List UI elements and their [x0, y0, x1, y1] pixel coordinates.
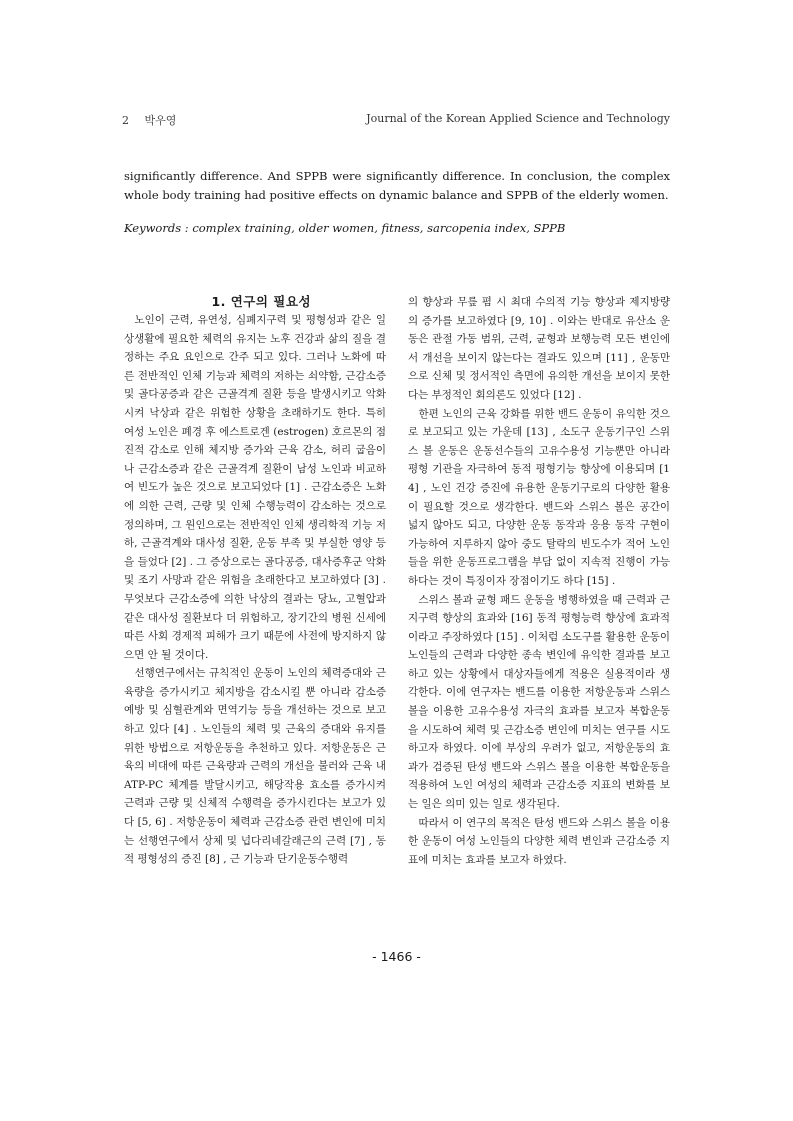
- header-page-number: 2: [122, 114, 129, 127]
- header-left: [122, 112, 176, 128]
- page-number: - 1466 -: [372, 949, 421, 964]
- left-paragraph-2: 선행연구에서는 규칙적인 운동이 노인의 체력증대와 근육량을 증가시키고 체지방을 감소시킬 뿐 아니라 감소증 예방 및 심혈관계와 면역기능 등을 개선하는 것으로 보고하고 있다 [4] . 노인들의 체력 및 근육의 증대와 유지를 위한 방법으로 저항운동을 추천하고 있다. 저항운동은 근육의 비대에 따른 근육량과 근력의 개선을 불러와 근육 내 ATP-PC 체계를 발달시키고, 해당작용 효소를 증가시켜 근력과 근량 및 신체적 수행력을 증가시킨다는 보고가 있다 [5, 6] . 저항운동이 체력과 근감소증 관련 변인에 미치는 선행연구에서 상체 및 넙다리네갈래근의 근력 [7] , 동적 평형성의 증진 [8] , 근 기능과 단기운동수행력: [124, 667, 386, 866]
- section-title: 1. 연구의 필요성: [211, 294, 312, 309]
- right-paragraph-2: 한편 노인의 근육 강화를 위한 밴드 운동이 유익한 것으로 보고되고 있는 가운데 [13] , 소도구 운동기구인 스위스 볼 운동은 운동선수들의 고유수용성 기능뿐만 아니라 평형 기관을 자극하여 동적 평형기능 향상에 이용되며 [14] , 노인 건강 증진에 유용한 운동기구로의 다양한 활용이 필요할 것으로 생각한다. 밴드와 스위스 볼은 공간이 넓지 않아도 되고, 다양한 운동 동작과 응용 동작 구현이 가능하여 지루하지 않아 중도 탈락의 빈도수가 적어 노인들을 위한 운동프로그램을 부담 없이 지속적 진행이 가능하다는 것이 특징이자 장점이기도 하다 [15] .: [408, 407, 670, 587]
- keywords-text: complex training, older women, fitness, sarcopenia index, SPPB: [192, 221, 566, 235]
- left-column: [124, 293, 386, 869]
- header-journal-title: Journal of the Korean Applied Science and Technology: [366, 112, 670, 125]
- header-author: 박우영: [144, 114, 177, 127]
- left-paragraph-1: 노인이 근력, 유연성, 심폐지구력 및 평형성과 같은 일상생활에 필요한 체력의 유지는 노후 건강과 삶의 질을 결정하는 주요 요인으로 간주 되고 있다. 그러나 노화에 따른 전반적인 인체 기능과 체력의 저하는 쇠약함, 근감소증 및 골다공증과 같은 근골격계 질환 등을 발생시키고 악화시켜 낙상과 같은 위험한 상황을 초래하기도 한다. 특히 여성 노인은 폐경 후 에스트로겐 (estrogen) 호르몬의 점진적 감소로 인해 체지방 증가와 근육 감소, 허리 굽음이나 근감소증과 같은 근골격계 질환이 남성 노인과 비교하여 빈도가 높은 것으로 보고되었다 [1] . 근감소증은 노화에 의한 근력, 근량 및 인체 수행능력이 감소하는 것으로 정의하며, 그 원인으로는 전반적인 인체 생리학적 기능 저하, 근골격계와 대사성 질환, 운동 부족 및 부실한 영양 등을 들었다 [2] . 그 증상으로는 골다공증, 대사증후군 악화 및 조기 사망과 같은 위험을 초래한다고 보고하였다 [3] . 무엇보다 근감소증에 의한 낙상의 결과는 당뇨, 고혈압과 같은 대사성 질환보다 더 위험하고, 장기간의 병원 신세에 따른 사회 경제적 피해가 크기 때문에 사전에 방지하지 않으면 안 될 것이다.: [124, 314, 386, 661]
- right-paragraph-4: 따라서 이 연구의 목적은 탄성 밴드와 스위스 볼을 이용한 운동이 여성 노인들의 다양한 체력 변인과 근감소증 지표에 미치는 효과를 보고자 하였다.: [408, 816, 670, 866]
- right-paragraph-3: 스위스 볼과 균형 패드 운동을 병행하였을 때 근력과 근지구력 향상의 효과와 [16] 동적 평형능력 향상에 효과적이라고 주장하였다 [15] . 이처럼 소도구를 활용한 운동이 노인들의 근력과 다양한 종속 변인에 유익한 결과를 보고하고 있는 상황에서 대상자들에게 적용은 실용적이라 생각한다. 이에 연구자는 밴드를 이용한 저항운동과 스위스 볼을 이용한 고유수용성 자극의 효과를 보고자 복합운동을 시도하여 체력 및 근감소증 변인에 미치는 연구를 시도하고자 하였다. 이에 부상의 우려가 없고, 저항운동의 효과가 검증된 탄성 밴드와 스위스 볼을 이용한 복합운동을 적용하여 노인 여성의 체력과 근감소증 지표의 변화를 보는 일은 의미 있는 일로 생각된다.: [408, 593, 670, 811]
- right-paragraph-1: 의 향상과 무릎 폄 시 최대 수의적 기능 향상과 제지방량의 증가를 보고하였다 [9, 10] . 이와는 반대로 유산소 운동은 관절 가동 범위, 근력, 균형과 보행능력 모든 변인에서 개선을 보이지 않는다는 결과도 있으며 [11] , 운동만으로 신체 및 정서적인 측면에 유의한 개선을 보이지 못한다는 부정적인 회의론도 있었다 [12] .: [408, 296, 670, 401]
- abstract-ending: significantly difference. And SPPB were significantly difference. In conclusion, the complex whole body training had positive effects on dynamic balance and SPPB of the elderly women.: [124, 169, 670, 202]
- right-column: [408, 293, 670, 869]
- keywords-line: [124, 219, 670, 238]
- keywords-label: Keywords :: [124, 221, 193, 235]
